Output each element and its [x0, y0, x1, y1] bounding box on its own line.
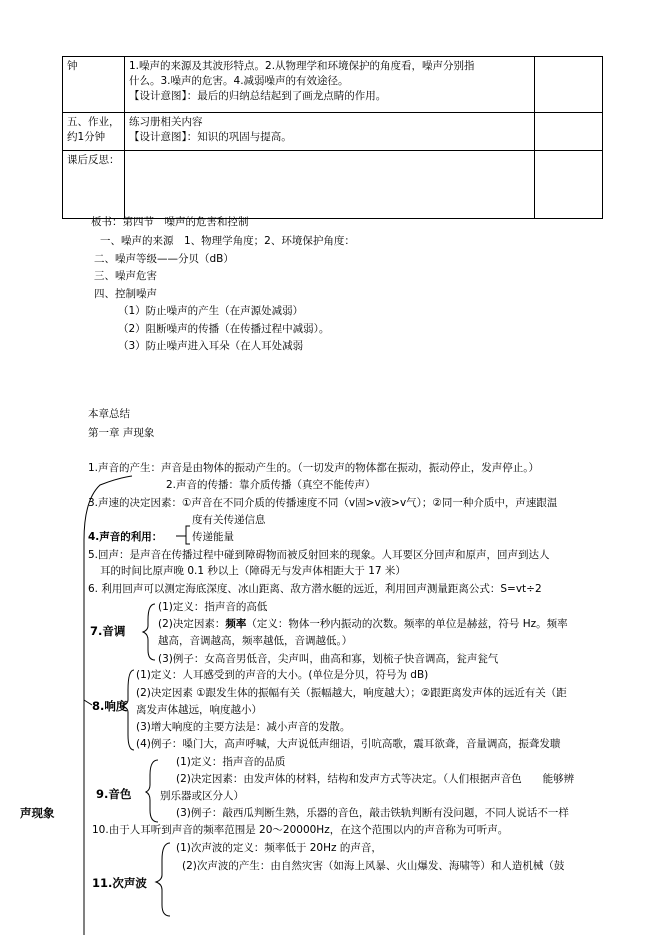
point-1: 1.声音的产生：声音是由物体的振动产生的。（一切发声的物体都在振动，振动停止，发声停止。）	[88, 462, 540, 474]
point-4-energy: 传递能量	[192, 531, 234, 543]
board-item: 二、噪声等级——分贝（dB）	[94, 253, 234, 265]
root-label: 声现象	[20, 806, 55, 820]
pitch-factor-cont: 越高，音调越高，频率越低，音调越低。）	[158, 635, 353, 647]
pitch-example: (3)例子：女高音男低音，尖声叫，曲高和寡，划梳子快音调高，瓮声瓮气	[158, 653, 499, 665]
row-line: 【设计意图】：知识的巩固与提高。	[129, 131, 292, 144]
board-item: 一、噪声的来源 1、物理学角度；2、环境保护角度：	[100, 235, 355, 247]
board-title: 板书：第四节 噪声的危害和控制	[91, 216, 249, 228]
row-label: 课后反思：	[63, 151, 125, 219]
point-3-cont: 度有关传递信息	[192, 514, 266, 526]
board-item: （1）防止噪声的产生（在声源处减弱）	[118, 305, 304, 317]
timbre-factor-cont: 别乐器或区分人）	[160, 790, 244, 802]
point-5-cont: 耳的时间比原声晚 0.1 秒以上（障碍无与发声体相距大于 17 米）	[100, 565, 406, 577]
timbre-label: 9.音色	[96, 787, 132, 801]
chapter-title: 第一章 声现象	[88, 427, 155, 439]
infrasound-def: (1)次声波的定义：频率低于 20Hz 的声音，	[176, 842, 382, 854]
timbre-example: (3)例子：敲西瓜判断生熟，乐器的音色，敲击铁轨判断有没问题，不同人说话不一样	[176, 807, 569, 819]
pitch-factor: (2)决定因素：频率（定义：物体一秒内振动的次数。频率的单位是赫兹，符号 Hz。频率	[158, 618, 568, 630]
point-3: 3.声速的决定因素：①声音在不同介质的传播速度不同（v固>v液>v气）；②同一种介质中，声速跟温	[88, 497, 558, 509]
timbre-factor: (2)决定因素：由发声体的材料，结构和发声方式等决定。（人们根据声音色 能够辨	[176, 773, 575, 785]
loudness-example: (4)例子：嗓门大，高声呼喊，大声说低声细语，引吭高歌，震耳欲聋，音量调高，振聋发聩	[136, 738, 561, 750]
timbre-def: (1)定义：指声音的品质	[176, 756, 286, 768]
row-line: 【设计意图】：最后的归纳总结起到了画龙点睛的作用。	[129, 90, 387, 103]
loudness-method: (3)增大响度的主要方法是：减小声音的发散。	[136, 721, 351, 733]
board-item: （3）防止噪声进入耳朵（在人耳处减弱	[118, 340, 304, 352]
use-bracket	[186, 526, 190, 544]
row-line: 练习册相关内容	[129, 116, 203, 128]
loudness-label: 8.响度	[92, 699, 128, 713]
board-item: 四、控制噪声	[94, 288, 157, 300]
row-line: 什么。3.噪声的危害。4.减弱噪声的有效途径。	[129, 75, 349, 88]
loudness-def: (1)定义：人耳感受到的声音的大小。(单位是分贝，符号为 dB)	[136, 669, 429, 681]
pitch-bracket	[143, 604, 155, 660]
bracket-tick	[84, 700, 92, 705]
point-6: 6. 利用回声可以测定海底深度、冰山距离、敌方潜水艇的远近，利用回声测量距离公式：S=vt÷2	[88, 583, 542, 595]
point-2: 2.声音的传播：靠介质传播（真空不能传声）	[166, 479, 376, 491]
board-item: 三、噪声危害	[94, 270, 157, 282]
infrasound-source: (2)次声波的产生：由自然灾害（如海上风暴、火山爆发、海啸等）和人造机械（鼓	[182, 860, 565, 872]
point-5: 5.回声：是声音在传播过程中碰到障碍物而被反射回来的现象。人耳要区分回声和原声，回声到达人	[88, 549, 550, 561]
pitch-label: 7.音调	[90, 624, 126, 638]
row-line: 1.噪声的来源及其波形特点。2.从物理学和环境保护的角度看，噪声分别指	[129, 60, 475, 72]
pitch-def: (1)定义：指声音的高低	[158, 601, 268, 613]
timbre-bracket	[146, 760, 158, 822]
infrasound-label: 11.次声波	[92, 876, 147, 890]
summary-heading: 本章总结	[88, 408, 130, 420]
row-label: 钟	[63, 57, 125, 113]
loudness-factor: (2)决定因素 ①跟发生体的振幅有关（振幅越大，响度越大）；②跟距离发声体的远近有关（距	[136, 687, 567, 699]
point-10: 10.由于人耳听到声音的频率范围是 20～20000Hz，在这个范围以内的声音称为可听声。	[92, 824, 509, 836]
infrasound-bracket	[156, 843, 170, 916]
board-item: （2）阻断噪声的传播（在传播过程中减弱）。	[118, 323, 330, 335]
point-4: 4.声音的利用：	[88, 531, 163, 543]
frequency-term: 频率	[225, 618, 247, 630]
loudness-factor-cont: 离发声体越远，响度越小）	[136, 704, 262, 716]
row-label: 五、作业，约1分钟	[63, 113, 125, 151]
